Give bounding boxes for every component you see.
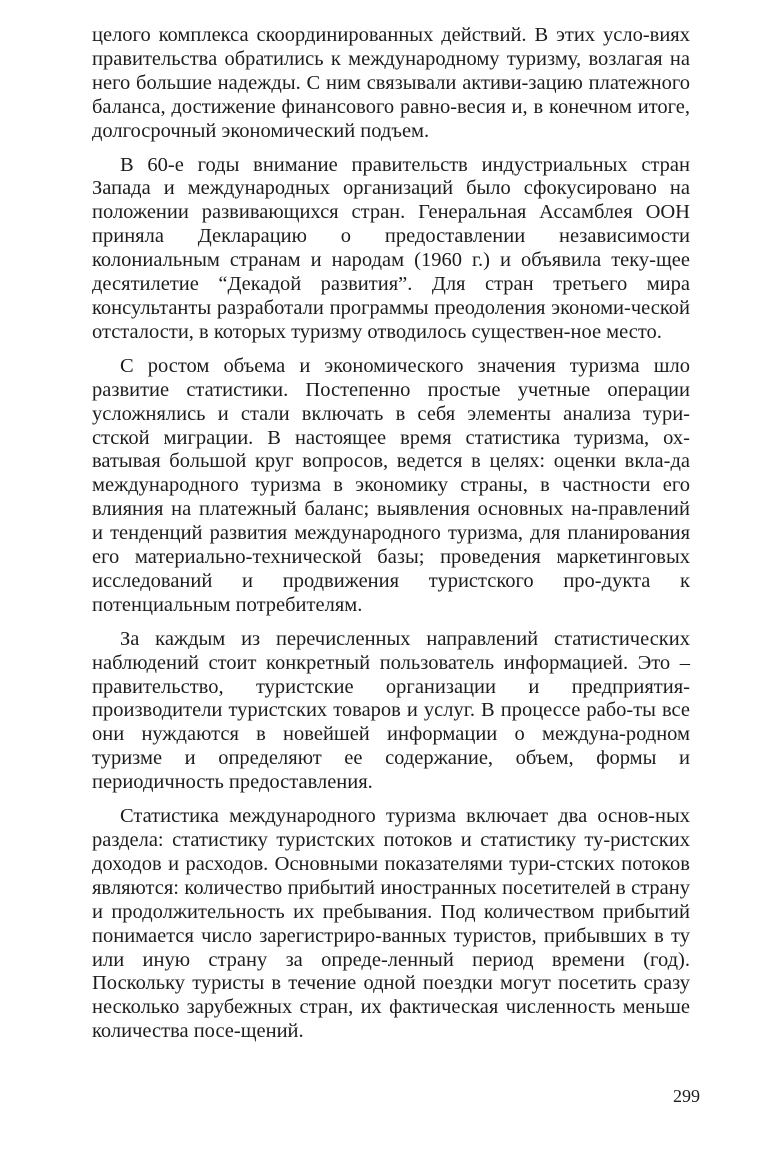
paragraph-tourism-statistics-sections: Статистика международного туризма включает два основ-ных раздела: статистику туристских потоков и статистику ту-ристских доходов и расходов. Основными показателями тури-стских потоков являются: количество прибытий иностранных посетителей в страну и продолжительность их пребывания. Под количеством прибытий понимается число зарегистриро-ванных туристов, прибывших в ту или иную страну за опреде-ленный период времени (год). Поскольку туристы в течение одной поездки могут посетить сразу несколько зарубежных стран, их фактическая численность меньше количества посе-щений. xyxy=(92,805,690,1043)
paragraph-60s-development: В 60-е годы внимание правительств индустриальных стран Запада и международных организаций было сфокусировано на положении развивающихся стран. Генеральная Ассамблея ООН приняла Декларацию о предоставлении независимости колониальным странам и народам (1960 г.) и объявила теку-щее десятилетие “Декадой развития”. Для стран третьего мира консультанты разработали программы преодоления экономи-ческой отсталости, в которых туризму отводилось существен-ное место. xyxy=(92,153,690,343)
paragraph-statistics-growth: С ростом объема и экономического значения туризма шло развитие статистики. Постепенно простые учетные операции усложнялись и стали включать в себя элементы анализа тури-стской миграции. В настоящее время статистика туризма, ох-ватывая большой круг вопросов, ведется в целях: оценки вкла-да международного туризма в экономику страны, в частности его влияния на платежный баланс; выявления основных на-правлений и тенденций развития международного туризма, для планирования его материально-технической базы; проведения маркетинговых исследований и продвижения туристского про-дукта к потенциальным потребителям. xyxy=(92,354,690,616)
page-number: 299 xyxy=(673,1086,700,1106)
page-text-body xyxy=(92,24,690,1054)
paragraph-continued: целого комплекса скоординированных действий. В этих усло-виях правительства обратились к международному туризму, возлагая на него большие надежды. С ним связывали активи-зацию платежного баланса, достижение финансового равно-весия и, в конечном итоге, долгосрочный экономический подъем. xyxy=(92,24,690,142)
paragraph-information-users: За каждым из перечисленных направлений статистических наблюдений стоит конкретный пользователь информацией. Это – правительство, туристские организации и предприятия-производители туристских товаров и услуг. В процессе рабо-ты все они нуждаются в новейшей информации о междуна-родном туризме и определяют ее содержание, объем, формы и периодичность предоставления. xyxy=(92,627,690,794)
